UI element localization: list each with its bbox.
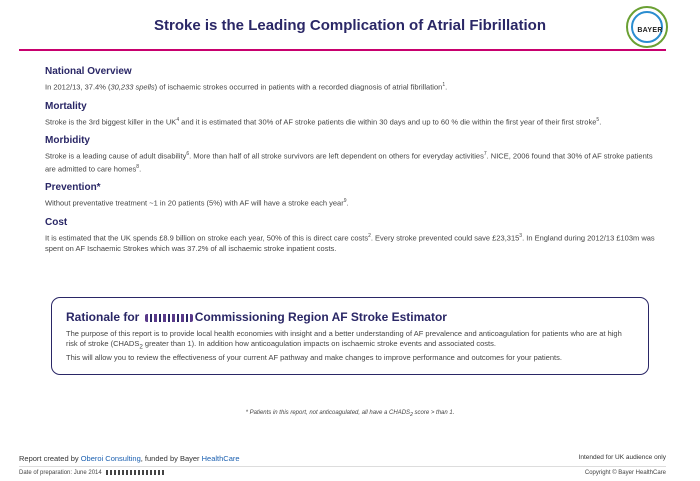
rationale-box <box>51 297 649 375</box>
section-mortality <box>45 101 659 128</box>
text-part: . <box>346 198 349 208</box>
citation: 6 <box>186 151 190 157</box>
section-text <box>45 231 659 255</box>
text-part: It is estimated that the UK spends £8.9 billion on stroke each year, 50% of this is direct care costs <box>45 233 369 242</box>
section-heading: Cost <box>45 216 68 228</box>
section-text <box>45 115 659 128</box>
text-part: greater than 1). In addition how anticoagulation impacts on ischaemic stroke events and associated costs. <box>142 339 496 348</box>
text-part: . NICE, 2006 found that 30% of AF stroke patients are admitted to care homes <box>45 151 653 173</box>
text-part: In 2012/13, 37.4% ( <box>45 82 111 92</box>
subscript: 2 <box>410 412 413 419</box>
text-part: Without preventative treatment ~1 in 20 patients (5%) with AF will have a stroke each year <box>45 198 344 208</box>
footer-divider <box>19 466 666 467</box>
text-part: The purpose of this report is to provide local health economies with insight and a better understanding of AF prevalence and anticoagulation for patients who are at high risk of stroke (CHADS <box>66 329 622 348</box>
text-part: score > than 1. <box>412 410 455 416</box>
section-text <box>45 196 659 209</box>
page-title: Stroke is the Leading Complication of Atrial Fibrillation <box>154 17 546 34</box>
report-credit <box>19 454 240 463</box>
section-heading: Morbidity <box>45 135 90 146</box>
text-part: This will allow you to review the effectiveness of your current AF pathway and make changes to improve performance and outcomes for your patients. <box>66 352 562 362</box>
section-text <box>45 149 659 174</box>
text-part: . In England during 2012/13 £103m was spent on AF Ischaemic Strokes which was 37.2% of all ischaemic stroke inpatient costs. <box>45 233 655 253</box>
section-heading: Prevention* <box>45 182 101 193</box>
text-part: * Patients in this report, not anticoagulated, all have a CHADS <box>245 410 411 416</box>
citation: 5 <box>596 116 600 123</box>
oberoi-link[interactable]: Oberoi Consulting <box>80 454 141 463</box>
section-heading: Mortality <box>45 100 87 112</box>
main-content <box>45 66 659 262</box>
section-heading: National Overview <box>45 66 132 77</box>
section-prevention <box>45 182 659 209</box>
text-part: . <box>445 82 448 92</box>
citation: 3 <box>519 232 523 239</box>
section-text <box>45 80 659 93</box>
section-national-overview <box>45 66 659 93</box>
text-part: and it is estimated that 30% of AF stroke patients die within 30 days and up to 60 % die within the first year of their first stroke <box>179 117 597 126</box>
logo-ring <box>631 11 663 43</box>
audience-note: Intended for UK audience only <box>578 454 666 461</box>
text-part: Stroke is a leading cause of adult disability <box>45 151 187 161</box>
rationale-title <box>66 310 634 324</box>
header-divider <box>19 49 666 51</box>
rationale-text <box>66 329 634 363</box>
section-morbidity <box>45 135 659 174</box>
citation: 9 <box>343 198 347 204</box>
text-part: ) of ischaemic strokes occurred in patients with a recorded diagnosis of atrial fibrillation <box>154 82 443 92</box>
footnote <box>0 410 700 418</box>
text-part: Stroke is the 3rd biggest killer in the UK <box>45 117 177 126</box>
text-part: Report created by <box>19 454 81 463</box>
redacted-region-logo <box>145 314 193 322</box>
citation: 1 <box>442 82 446 88</box>
section-cost <box>45 217 659 255</box>
copyright: Copyright © Bayer HealthCare <box>584 470 666 476</box>
text-part: , funded by Bayer <box>140 454 202 463</box>
text-part: . Every stroke prevented could save £23,315 <box>370 233 520 242</box>
rationale-title-part: Commissioning Region AF Stroke Estimator <box>194 310 447 324</box>
text-part: Date of preparation: June 2014 <box>19 470 102 477</box>
citation: 8 <box>136 163 140 170</box>
bayer-logo <box>626 6 668 48</box>
text-part: . <box>599 117 602 126</box>
text-emphasis: 30,233 spells <box>110 82 155 92</box>
healthcare-link[interactable]: HealthCare <box>201 454 240 463</box>
text-part: . <box>139 164 142 173</box>
subscript: 2 <box>139 343 143 351</box>
preparation-date <box>19 470 166 476</box>
redacted-code <box>106 470 166 475</box>
citation: 2 <box>368 232 371 239</box>
rationale-title-part: Rationale for <box>66 310 140 324</box>
text-part: . More than half of all stroke survivors are left dependent on others for everyday activities <box>189 151 484 161</box>
citation: 4 <box>176 116 180 123</box>
logo-text-horizontal: BAYER <box>637 27 663 34</box>
citation: 7 <box>483 151 487 157</box>
